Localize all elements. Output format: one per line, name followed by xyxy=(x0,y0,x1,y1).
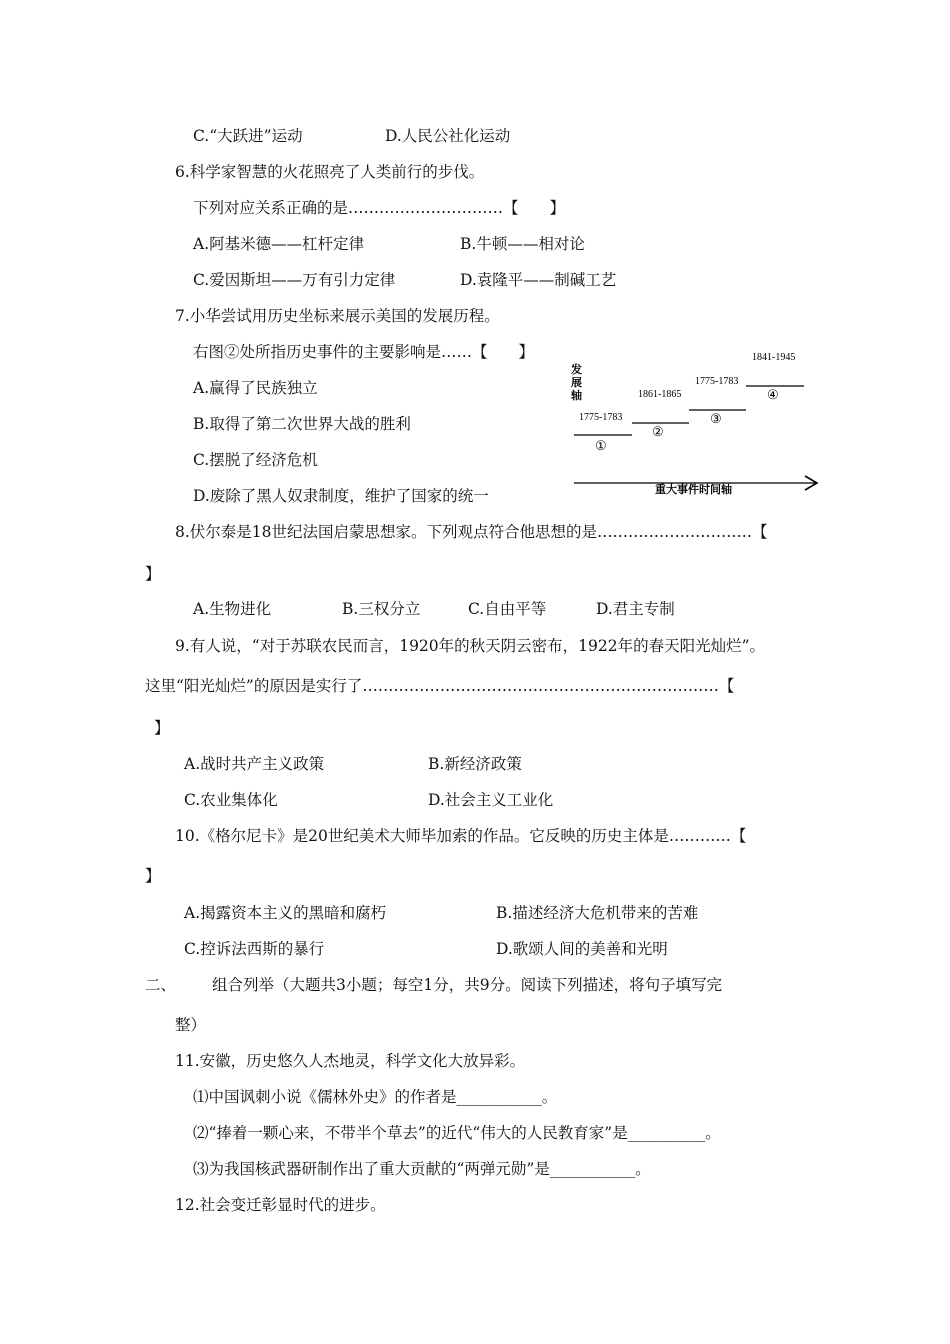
q11-part-3: ⑶为我国核武器研制作出了重大贡献的“两弹元勋”是___________。 xyxy=(193,1160,651,1178)
y-axis-label xyxy=(570,362,582,402)
q6-prompt: 下列对应关系正确的是…………………………【 】 xyxy=(193,199,566,217)
q8-option-a: A.生物进化 xyxy=(193,600,272,618)
q12-stem: 12.社会变迁彰显时代的进步。 xyxy=(175,1196,386,1214)
q8-option-b: B.三权分立 xyxy=(342,600,421,618)
x-axis-label: 重大事件时间轴 xyxy=(655,484,732,496)
q6-stem: 6.科学家智慧的火花照亮了人类前行的步伐。 xyxy=(175,163,485,181)
y-axis-char: 发 xyxy=(571,364,582,376)
q10-bracket-close: 】 xyxy=(145,867,161,885)
event-1-years: 1775-1783 xyxy=(579,412,623,423)
q11-stem: 11.安徽，历史悠久人杰地灵，科学文化大放异彩。 xyxy=(175,1052,526,1070)
q9-option-a: A.战时共产主义政策 xyxy=(184,755,325,773)
timeline-diagram xyxy=(562,340,832,505)
q7-option-d: D.废除了黑人奴隶制度，维护了国家的统一 xyxy=(193,487,489,505)
event-1-marker: ① xyxy=(595,438,607,453)
y-axis-char: 轴 xyxy=(571,390,582,402)
q7-option-b: B.取得了第二次世界大战的胜利 xyxy=(193,415,411,433)
q7-stem: 7.小华尝试用历史坐标来展示美国的发展历程。 xyxy=(175,307,500,325)
q8-option-d: D.君主专制 xyxy=(596,600,675,618)
q6-option-c: C.爱因斯坦——万有引力定律 xyxy=(193,271,396,289)
q7-option-c: C.摆脱了经济危机 xyxy=(193,451,318,469)
q7-prompt: 右图②处所指历史事件的主要影响是……【 】 xyxy=(193,343,535,361)
q11-part-1: ⑴中国讽刺小说《儒林外史》的作者是___________。 xyxy=(193,1088,558,1106)
event-3-years: 1775-1783 xyxy=(695,376,739,387)
q9-option-c: C.农业集体化 xyxy=(184,791,278,809)
q10-option-b: B.描述经济大危机带来的苦难 xyxy=(496,904,699,922)
event-4-years: 1841-1945 xyxy=(752,352,796,363)
q10-option-d: D.歌颂人间的美善和光明 xyxy=(496,940,668,958)
q9-stem-continued: 这里“阳光灿烂”的原因是实行了……………………………………………………………【 xyxy=(145,677,735,695)
section-number: 二、 xyxy=(145,976,177,994)
q7-option-a: A.赢得了民族独立 xyxy=(193,379,318,397)
q5-option-d: D.人民公社化运动 xyxy=(385,127,511,145)
section-heading: 组合列举（大题共3小题；每空1分，共9分。阅读下列描述，将句子填写完 xyxy=(212,976,723,994)
q10-option-c: C.控诉法西斯的暴行 xyxy=(184,940,325,958)
event-2-marker: ② xyxy=(652,424,664,439)
q5-option-c: C.“大跃进”运动 xyxy=(193,127,303,145)
section-heading-continued: 整） xyxy=(175,1016,207,1034)
q10-stem: 10.《格尔尼卡》是20世纪美术大师毕加索的作品。它反映的历史主体是…………【 xyxy=(175,827,747,845)
q8-option-c: C.自由平等 xyxy=(468,600,547,618)
y-axis-char: 展 xyxy=(571,377,582,389)
q10-option-a: A.揭露资本主义的黑暗和腐朽 xyxy=(184,904,387,922)
q9-option-b: B.新经济政策 xyxy=(428,755,522,773)
q11-part-2: ⑵“捧着一颗心来，不带半个草去”的近代“伟大的人民教育家”是__________。 xyxy=(193,1124,721,1142)
q9-bracket-close: 】 xyxy=(154,719,170,737)
event-3-marker: ③ xyxy=(710,411,722,426)
q9-option-d: D.社会主义工业化 xyxy=(428,791,554,809)
q8-stem: 8.伏尔泰是18世纪法国启蒙思想家。下列观点符合他思想的是…………………………【 xyxy=(175,523,768,541)
q8-bracket-close: 】 xyxy=(145,565,161,583)
q9-stem: 9.有人说，“对于苏联农民而言，1920年的秋天阴云密布，1922年的春天阳光灿烂”。 xyxy=(175,637,766,655)
event-4-marker: ④ xyxy=(767,387,779,402)
event-2-years: 1861-1865 xyxy=(638,389,682,400)
q6-option-d: D.袁隆平——制碱工艺 xyxy=(460,271,617,289)
q6-option-a: A.阿基米德——杠杆定律 xyxy=(193,235,365,253)
q6-option-b: B.牛顿——相对论 xyxy=(460,235,585,253)
